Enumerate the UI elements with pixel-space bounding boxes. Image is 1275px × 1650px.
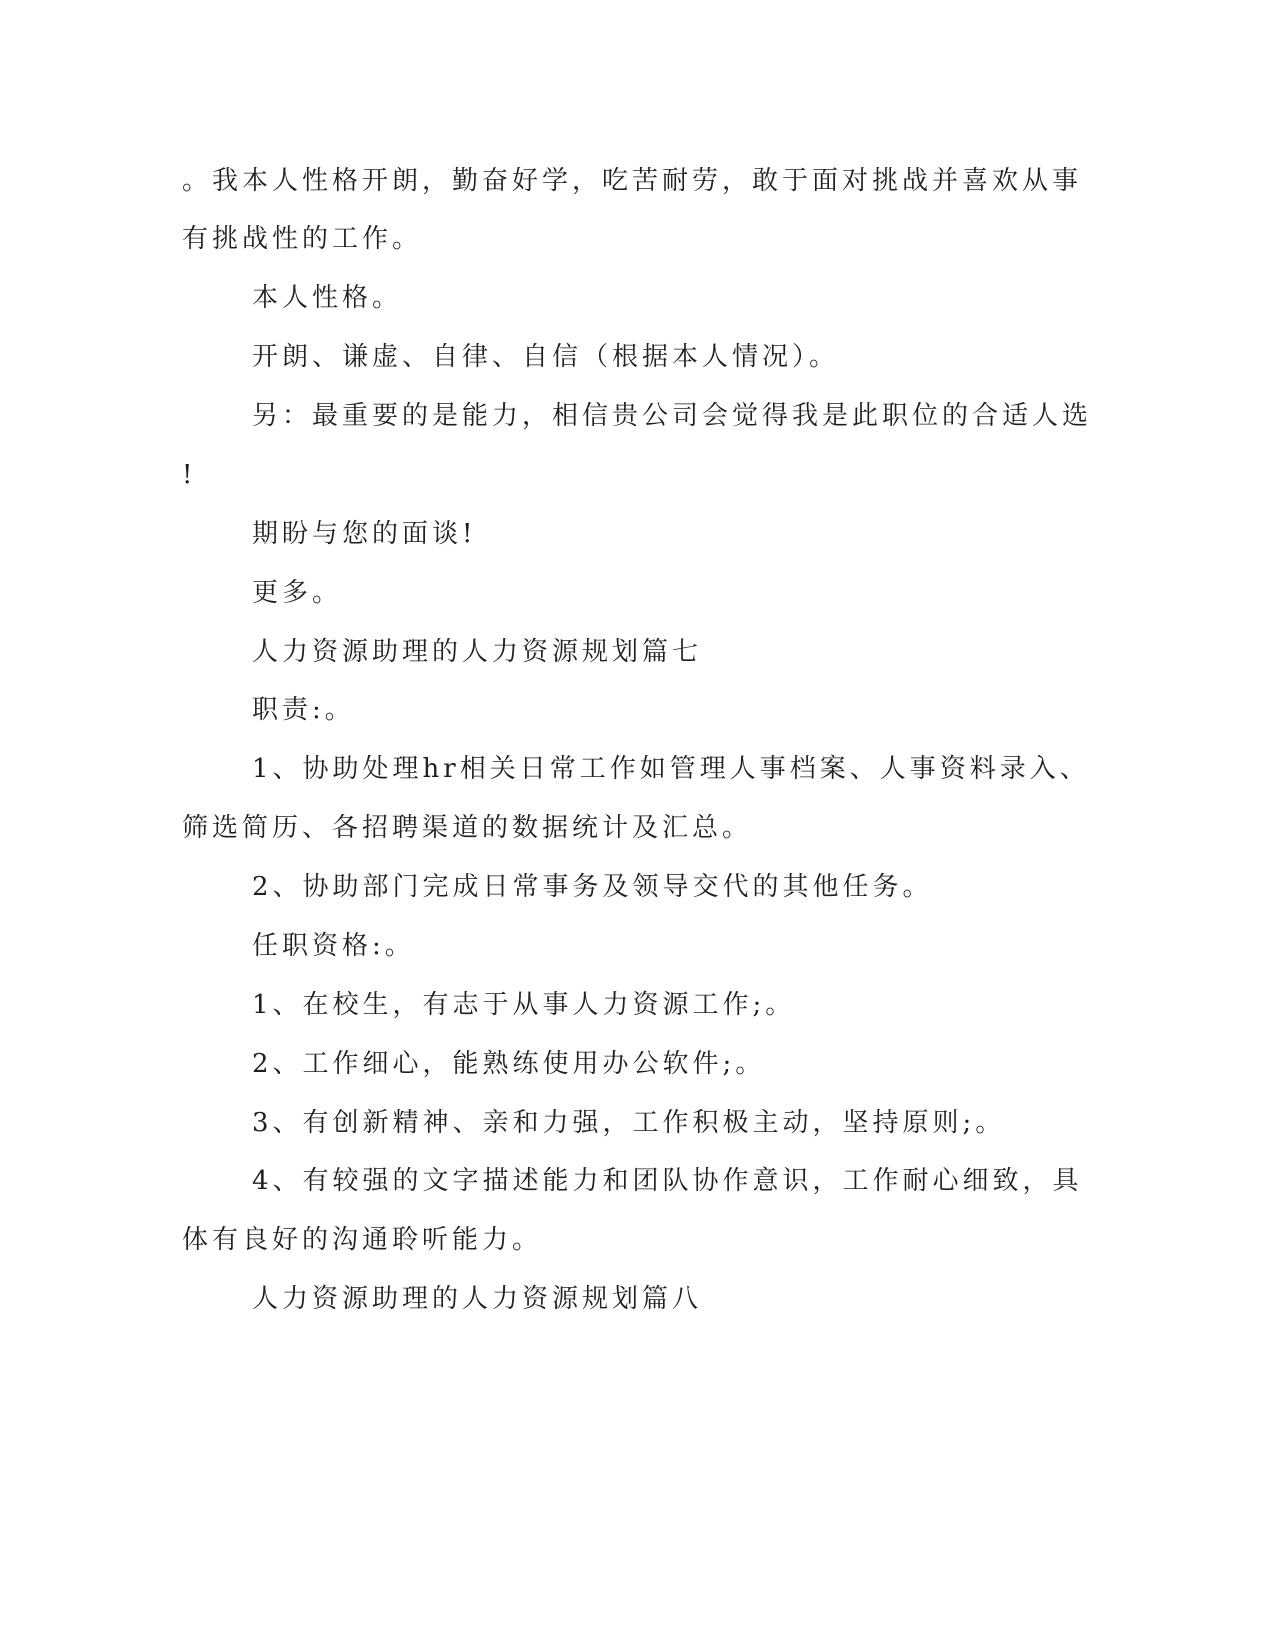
list-item: 2、协助部门完成日常事务及领导交代的其他任务。 xyxy=(252,872,933,902)
paragraph-line: 另：最重要的是能力，相信贵公司会觉得我是此职位的合适人选 xyxy=(252,401,1093,431)
list-item-continuation: 筛选简历、各招聘渠道的数据统计及汇总。 xyxy=(182,813,753,843)
list-item-continuation: 体有良好的沟通聆听能力。 xyxy=(182,1225,543,1255)
paragraph-line: 职责:。 xyxy=(252,695,355,725)
list-item: 3、有创新精神、亲和力强，工作积极主动，坚持原则;。 xyxy=(252,1108,1006,1138)
paragraph-line: 本人性格。 xyxy=(252,283,403,313)
section-heading: 人力资源助理的人力资源规划篇八 xyxy=(252,1284,703,1314)
paragraph-line: 开朗、谦虚、自律、自信（根据本人情况）。 xyxy=(252,342,840,372)
list-item: 4、有较强的文字描述能力和团队协作意识，工作耐心细致，具 xyxy=(252,1166,1083,1196)
section-heading: 人力资源助理的人力资源规划篇七 xyxy=(252,637,703,667)
list-item: 1、在校生，有志于从事人力资源工作;。 xyxy=(252,990,796,1020)
list-item: 2、工作细心，能熟练使用办公软件;。 xyxy=(252,1049,766,1079)
paragraph-line: 有挑战性的工作。 xyxy=(182,224,423,254)
paragraph-line: 更多。 xyxy=(252,578,343,608)
paragraph-line: 。我本人性格开朗，勤奋好学，吃苦耐劳，敢于面对挑战并喜欢从事 xyxy=(182,166,1083,196)
list-item: 1、协助处理hr相关日常工作如管理人事档案、人事资料录入、 xyxy=(252,754,1090,784)
paragraph-line: ! xyxy=(182,460,197,490)
paragraph-line: 期盼与您的面谈! xyxy=(252,519,477,549)
paragraph-line: 任职资格:。 xyxy=(252,931,415,961)
